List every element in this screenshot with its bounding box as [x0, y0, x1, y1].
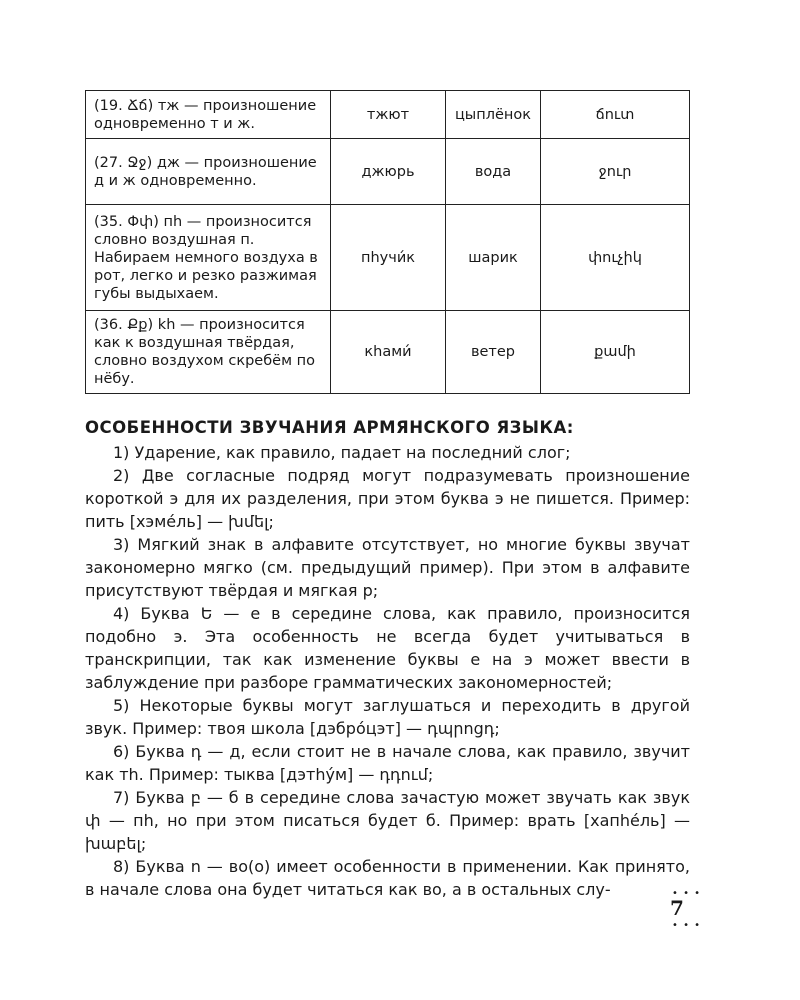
armenian-word-cell: ջուր: [541, 139, 690, 205]
table-row: [86, 205, 690, 311]
letter-description: (36. Քք) kh — произносится как к воздушная твёрдая, словно воздухом скребём по нёбу.: [86, 311, 331, 394]
rule-paragraph: 8) Буква ո — во(о) имеет особенности в применении. Как принято, в начале слова она будет читаться как во, а в остальных слу-: [85, 857, 690, 899]
table-row: [86, 311, 690, 394]
rule-paragraph: 2) Две согласные подряд могут подразумевать произношение короткой э для их разделения, при этом буква э не пишется. Пример: пить [хэме́ль] — խմել;: [85, 466, 690, 531]
letter-description: (19. Ճճ) тж — произношение одновременно т и ж.: [86, 91, 331, 139]
armenian-word-cell: քամի: [541, 311, 690, 394]
rule-paragraph: 3) Мягкий знак в алфавите отсутствует, но многие буквы звучат закономерно мягко (см. предыдущий пример). При этом в алфавите присутствуют твёрдая и мягкая р;: [85, 535, 690, 600]
translation-cell: шарик: [446, 205, 541, 311]
transcription-cell: джюрь: [331, 139, 446, 205]
armenian-word-cell: ճուտ: [541, 91, 690, 139]
letter-description: (27. Ջջ) дж — произношение д и ж одновременно.: [86, 139, 331, 205]
rule-paragraph: 4) Буква Ե — е в середине слова, как правило, произносится подобно э. Эта особенность не всегда будет учитываться в транскрипции, так как изменение буквы е на э может ввести в заблуждение при разборе грамматических закономерностей;: [85, 604, 690, 692]
page-number-ornament: • • •: [672, 920, 702, 931]
transcription-cell: кhами́: [331, 311, 446, 394]
page-number-ornament: • • •: [672, 888, 702, 899]
rule-paragraph: 7) Буква բ — б в середине слова зачастую может звучать как звук փ — пh, но при этом писаться будет б. Пример: врать [хапhе́ль] — խաբել;: [85, 788, 690, 853]
translation-cell: цыплёнок: [446, 91, 541, 139]
page-number: 7: [670, 896, 684, 920]
transcription-cell: тжют: [331, 91, 446, 139]
translation-cell: ветер: [446, 311, 541, 394]
section-title: ОСОБЕННОСТИ ЗВУЧАНИЯ АРМЯНСКОГО ЯЗЫКА:: [85, 418, 574, 437]
rule-paragraph: 1) Ударение, как правило, падает на последний слог;: [113, 443, 571, 462]
table-row: [86, 91, 690, 139]
armenian-word-cell: փուչիկ: [541, 205, 690, 311]
translation-cell: вода: [446, 139, 541, 205]
letters-table: [85, 90, 690, 394]
rule-paragraph: 5) Некоторые буквы могут заглушаться и переходить в другой звук. Пример: твоя школа [дэбро́цэт] — դպրոցդ;: [85, 696, 690, 738]
transcription-cell: пhучи́к: [331, 205, 446, 311]
table-row: [86, 139, 690, 205]
pronunciation-section: [85, 418, 690, 901]
rule-paragraph: 6) Буква դ — д, если стоит не в начале слова, как правило, звучит как тh. Пример: тыква [дэтhу́м] — դդում;: [85, 742, 690, 784]
letter-description: (35. Փփ) пh — произносится словно воздушная п. Набираем немного воздуха в рот, легко и резко разжимая губы выдыхаем.: [86, 205, 331, 311]
